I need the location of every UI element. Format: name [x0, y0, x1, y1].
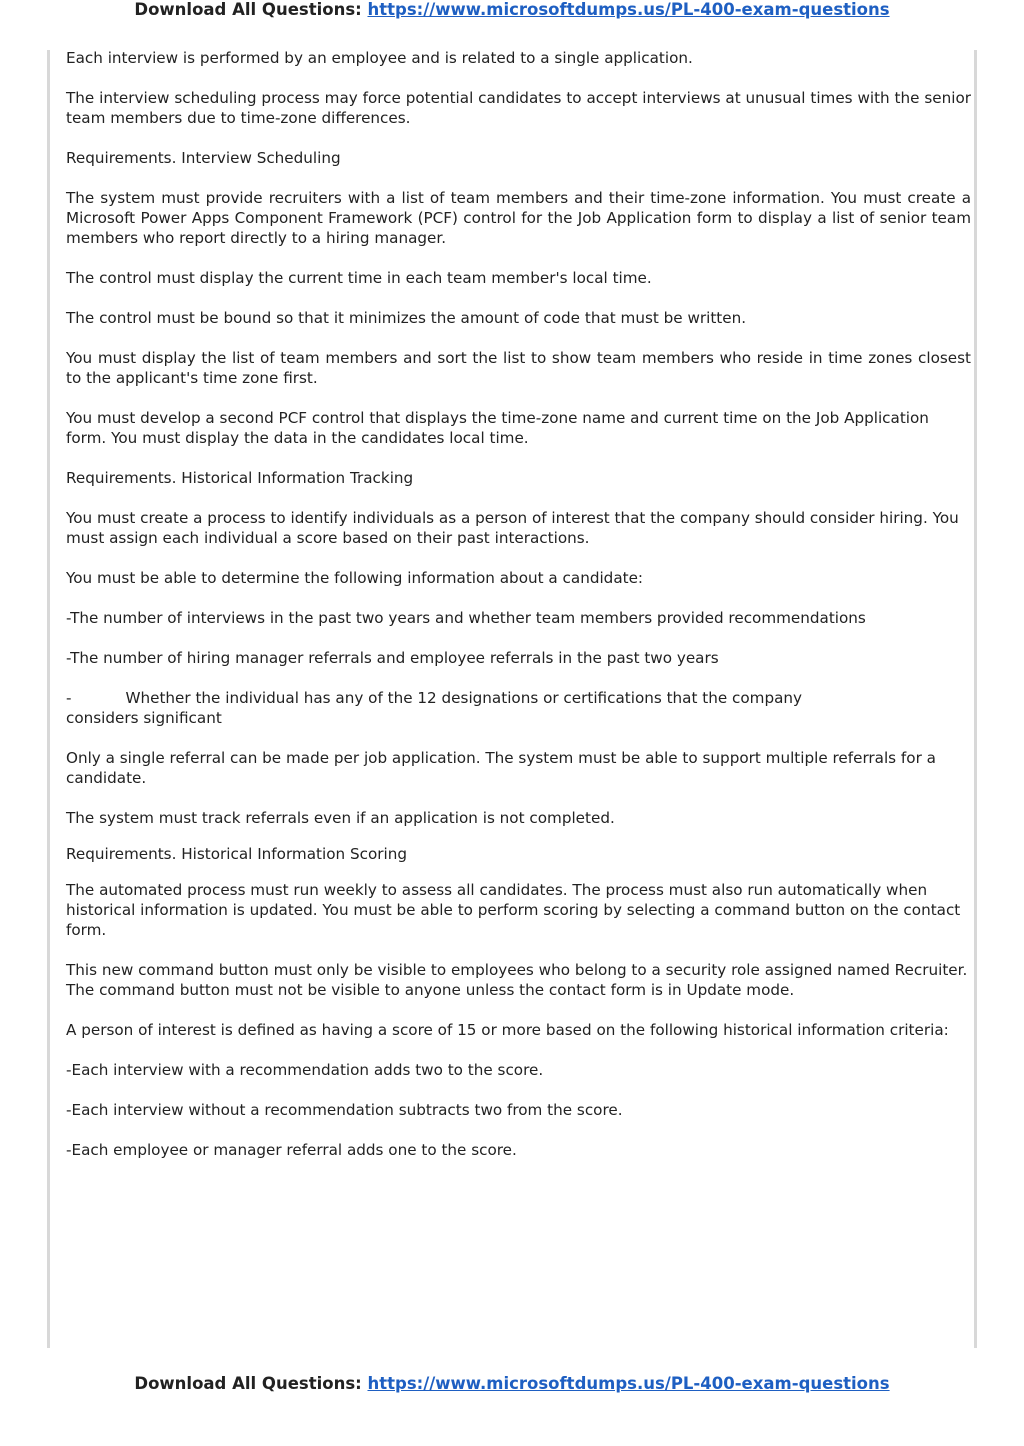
paragraph: A person of interest is defined as having a score of 15 or more based on the following historical information criteria: — [66, 1021, 949, 1039]
paragraph: You must be able to determine the following information about a candidate: — [66, 569, 644, 587]
list-item-text-continued: considers significant — [66, 709, 222, 727]
list-item: -Each employee or manager referral adds one to the score. — [66, 1141, 517, 1159]
paragraph: The control must display the current time in each team member's local time. — [66, 269, 652, 287]
page-header — [0, 0, 1024, 19]
list-dash: - — [66, 689, 72, 707]
paragraph: You must display the list of team members and sort the list to show team members who reside in time zones closest to the applicant's time zone first. — [66, 349, 971, 387]
paragraph: You must create a process to identify individuals as a person of interest that the company should consider hiring. You must assign each individual a score based on their past interactions. — [66, 509, 959, 547]
list-item: -The number of hiring manager referrals and employee referrals in the past two years — [66, 649, 719, 667]
paragraph: You must develop a second PCF control that displays the time-zone name and current time on the Job Application form. You must display the data in the candidates local time. — [66, 409, 929, 447]
paragraph: The interview scheduling process may force potential candidates to accept interviews at unusual times with the senior team members due to time-zone differences. — [66, 89, 971, 127]
page-footer — [0, 1374, 1024, 1393]
paragraph: This new command button must only be visible to employees who belong to a security role assigned named Recruiter. The command button must not be visible to anyone unless the contact form is in Update mode. — [66, 961, 968, 999]
paragraph: The system must track referrals even if an application is not completed. — [66, 809, 615, 827]
footer-label: Download All Questions: — [134, 1374, 362, 1393]
paragraph: Only a single referral can be made per job application. The system must be able to support multiple referrals for a candidate. — [66, 749, 936, 787]
list-item: -Each interview without a recommendation subtracts two from the score. — [66, 1101, 623, 1119]
paragraph: The system must provide recruiters with a list of team members and their time-zone information. You must create a Microsoft Power Apps Component Framework (PCF) control for the Job Application form to display a list of senior team members who report directly to a hiring manager. — [66, 189, 971, 247]
section-heading-interview-scheduling: Requirements. Interview Scheduling — [66, 149, 341, 167]
paragraph: The control must be bound so that it minimizes the amount of code that must be written. — [66, 309, 747, 327]
list-item — [66, 688, 971, 728]
footer-download-link[interactable]: https://www.microsoftdumps.us/PL-400-exam-questions — [367, 1374, 890, 1393]
list-item: -Each interview with a recommendation adds two to the score. — [66, 1061, 544, 1079]
list-item-text: Whether the individual has any of the 12 designations or certifications that the company — [125, 689, 803, 707]
header-label: Download All Questions: — [134, 0, 362, 19]
section-heading-historical-scoring: Requirements. Historical Information Scoring — [66, 845, 407, 863]
paragraph: Each interview is performed by an employee and is related to a single application. — [66, 49, 693, 67]
document-body — [66, 48, 971, 1180]
header-download-link[interactable]: https://www.microsoftdumps.us/PL-400-exam-questions — [367, 0, 890, 19]
section-heading-historical-tracking: Requirements. Historical Information Tracking — [66, 469, 414, 487]
list-item: -The number of interviews in the past two years and whether team members provided recommendations — [66, 609, 866, 627]
paragraph: The automated process must run weekly to assess all candidates. The process must also run automatically when historical information is updated. You must be able to perform scoring by selecting a command button on the contact form. — [66, 881, 961, 939]
